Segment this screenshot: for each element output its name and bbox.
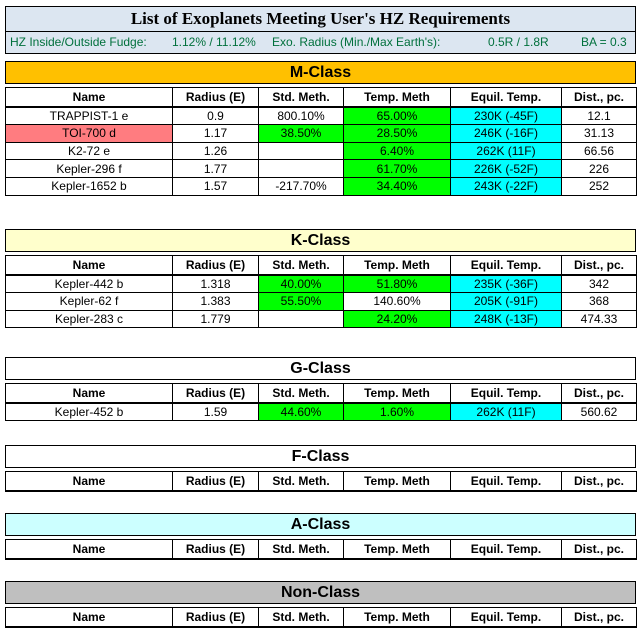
cell-std-meth <box>259 142 344 160</box>
cell-radius: 1.57 <box>173 177 259 195</box>
cell-std-meth: 44.60% <box>259 403 344 421</box>
column-header-distance: Dist., pc. <box>562 256 637 275</box>
cell-distance: 31.13 <box>562 125 637 143</box>
cell-radius: 1.318 <box>173 275 259 293</box>
table-row <box>6 293 637 311</box>
cell-temp-meth: 24.20% <box>344 310 451 328</box>
fudge-label: HZ Inside/Outside Fudge: <box>10 35 147 49</box>
column-header-name: Name <box>6 256 173 275</box>
column-header-std-meth: Std. Meth. <box>259 540 344 559</box>
table-row <box>6 125 637 143</box>
column-header-temp-meth: Temp. Meth <box>344 88 451 107</box>
cell-name: Kepler-283 c <box>6 310 173 328</box>
page-title: List of Exoplanets Meeting User's HZ Requirements <box>5 6 636 32</box>
cell-temp-meth: 28.50% <box>344 125 451 143</box>
cell-std-meth: 38.50% <box>259 125 344 143</box>
column-header-equil-temp: Equil. Temp. <box>451 256 562 275</box>
column-header-distance: Dist., pc. <box>562 608 637 627</box>
f-class-section-title: F-Class <box>5 445 636 468</box>
column-header-std-meth: Std. Meth. <box>259 608 344 627</box>
cell-temp-meth: 61.70% <box>344 160 451 178</box>
cell-std-meth: 40.00% <box>259 275 344 293</box>
column-header-std-meth: Std. Meth. <box>259 472 344 491</box>
column-header-std-meth: Std. Meth. <box>259 256 344 275</box>
table-row <box>6 403 637 421</box>
non-class-table <box>5 607 637 628</box>
table-header-row <box>6 88 637 107</box>
cell-name: TRAPPIST-1 e <box>6 107 173 125</box>
fudge-settings-bar <box>5 32 636 54</box>
cell-temp-meth: 6.40% <box>344 142 451 160</box>
table-header-row <box>6 384 637 403</box>
cell-radius: 1.77 <box>173 160 259 178</box>
column-header-equil-temp: Equil. Temp. <box>451 88 562 107</box>
cell-radius: 1.26 <box>173 142 259 160</box>
table-row <box>6 142 637 160</box>
cell-temp-meth: 140.60% <box>344 293 451 311</box>
cell-radius: 1.779 <box>173 310 259 328</box>
column-header-radius: Radius (E) <box>173 88 259 107</box>
column-header-std-meth: Std. Meth. <box>259 384 344 403</box>
cell-name: K2-72 e <box>6 142 173 160</box>
column-header-equil-temp: Equil. Temp. <box>451 384 562 403</box>
cell-equil-temp: 230K (-45F) <box>451 107 562 125</box>
a-class-section-title: A-Class <box>5 513 636 536</box>
cell-std-meth: 800.10% <box>259 107 344 125</box>
cell-distance: 368 <box>562 293 637 311</box>
cell-name: Kepler-1652 b <box>6 177 173 195</box>
column-header-name: Name <box>6 88 173 107</box>
column-header-distance: Dist., pc. <box>562 384 637 403</box>
table-row <box>6 160 637 178</box>
g-class-section-title: G-Class <box>5 357 636 380</box>
column-header-std-meth: Std. Meth. <box>259 88 344 107</box>
cell-distance: 474.33 <box>562 310 637 328</box>
table-header-row <box>6 540 637 559</box>
cell-distance: 226 <box>562 160 637 178</box>
cell-equil-temp: 262K (11F) <box>451 142 562 160</box>
cell-std-meth: 55.50% <box>259 293 344 311</box>
radius-value: 0.5R / 1.8R <box>488 35 549 49</box>
column-header-temp-meth: Temp. Meth <box>344 384 451 403</box>
cell-name: Kepler-452 b <box>6 403 173 421</box>
column-header-radius: Radius (E) <box>173 608 259 627</box>
column-header-temp-meth: Temp. Meth <box>344 472 451 491</box>
cell-equil-temp: 246K (-16F) <box>451 125 562 143</box>
column-header-name: Name <box>6 608 173 627</box>
cell-equil-temp: 226K (-52F) <box>451 160 562 178</box>
k-class-section-title: K-Class <box>5 229 636 252</box>
m-class-section-title: M-Class <box>5 61 636 84</box>
column-header-equil-temp: Equil. Temp. <box>451 472 562 491</box>
column-header-distance: Dist., pc. <box>562 540 637 559</box>
column-header-radius: Radius (E) <box>173 256 259 275</box>
column-header-name: Name <box>6 472 173 491</box>
cell-temp-meth: 65.00% <box>344 107 451 125</box>
cell-name: Kepler-62 f <box>6 293 173 311</box>
cell-equil-temp: 235K (-36F) <box>451 275 562 293</box>
column-header-distance: Dist., pc. <box>562 88 637 107</box>
column-header-equil-temp: Equil. Temp. <box>451 608 562 627</box>
column-header-temp-meth: Temp. Meth <box>344 608 451 627</box>
g-class-table <box>5 383 637 421</box>
cell-name: Kepler-296 f <box>6 160 173 178</box>
table-header-row <box>6 256 637 275</box>
cell-std-meth <box>259 160 344 178</box>
cell-equil-temp: 248K (-13F) <box>451 310 562 328</box>
column-header-temp-meth: Temp. Meth <box>344 540 451 559</box>
non-class-section-title: Non-Class <box>5 581 636 604</box>
cell-name: Kepler-442 b <box>6 275 173 293</box>
cell-std-meth: -217.70% <box>259 177 344 195</box>
column-header-distance: Dist., pc. <box>562 472 637 491</box>
cell-radius: 1.59 <box>173 403 259 421</box>
column-header-radius: Radius (E) <box>173 472 259 491</box>
cell-distance: 66.56 <box>562 142 637 160</box>
table-header-row <box>6 472 637 491</box>
radius-label: Exo. Radius (Min./Max Earth's): <box>272 35 441 49</box>
cell-temp-meth: 1.60% <box>344 403 451 421</box>
column-header-radius: Radius (E) <box>173 540 259 559</box>
k-class-table <box>5 255 637 328</box>
column-header-radius: Radius (E) <box>173 384 259 403</box>
table-row <box>6 107 637 125</box>
column-header-temp-meth: Temp. Meth <box>344 256 451 275</box>
cell-distance: 560.62 <box>562 403 637 421</box>
a-class-table <box>5 539 637 560</box>
cell-equil-temp: 243K (-22F) <box>451 177 562 195</box>
cell-temp-meth: 34.40% <box>344 177 451 195</box>
column-header-equil-temp: Equil. Temp. <box>451 540 562 559</box>
table-row <box>6 177 637 195</box>
table-row <box>6 275 637 293</box>
column-header-name: Name <box>6 384 173 403</box>
table-row <box>6 310 637 328</box>
cell-distance: 342 <box>562 275 637 293</box>
cell-equil-temp: 262K (11F) <box>451 403 562 421</box>
cell-temp-meth: 51.80% <box>344 275 451 293</box>
column-header-name: Name <box>6 540 173 559</box>
cell-distance: 252 <box>562 177 637 195</box>
cell-radius: 1.383 <box>173 293 259 311</box>
cell-equil-temp: 205K (-91F) <box>451 293 562 311</box>
f-class-table <box>5 471 637 492</box>
fudge-value: 1.12% / 11.12% <box>172 35 256 49</box>
ba-value: BA = 0.3 <box>581 35 627 49</box>
table-header-row <box>6 608 637 627</box>
cell-distance: 12.1 <box>562 107 637 125</box>
cell-std-meth <box>259 310 344 328</box>
cell-name: TOI-700 d <box>6 125 173 143</box>
cell-radius: 1.17 <box>173 125 259 143</box>
m-class-table <box>5 87 637 196</box>
cell-radius: 0.9 <box>173 107 259 125</box>
